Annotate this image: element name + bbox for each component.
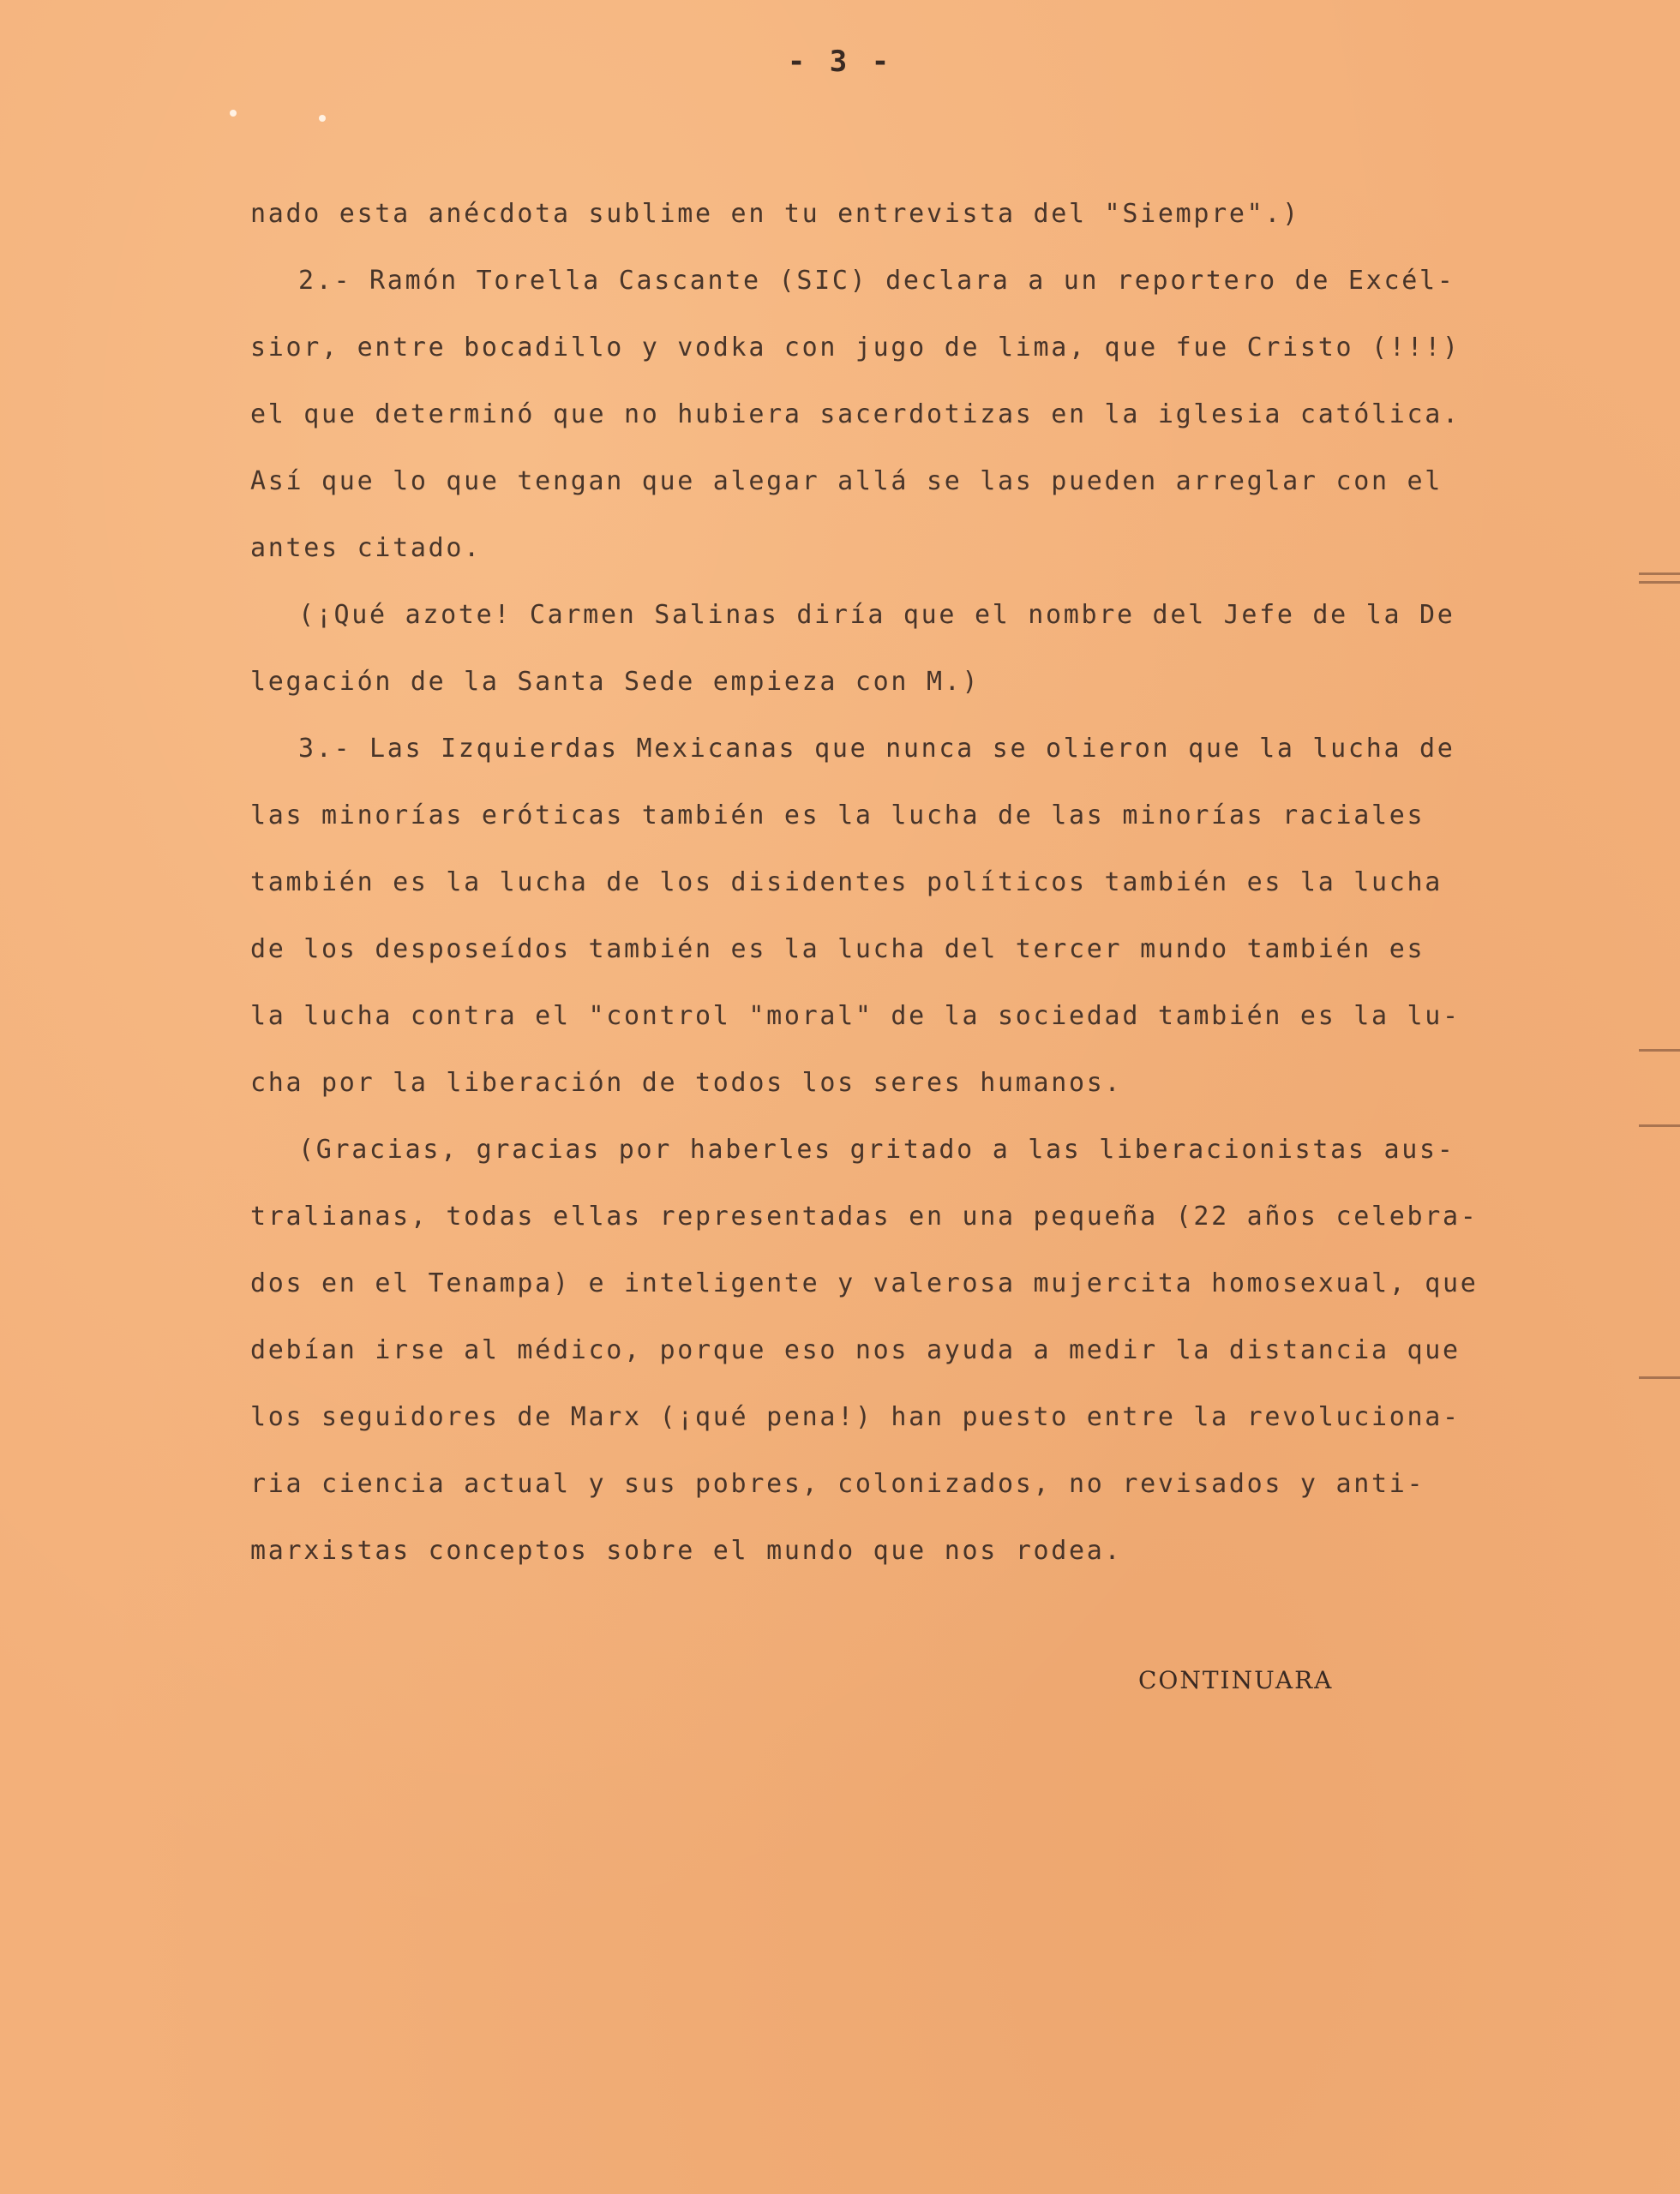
text-line: marxistas conceptos sobre el mundo que nos rodea. bbox=[250, 1536, 1123, 1566]
text-line: (¡Qué azote! Carmen Salinas diría que el nombre del Jefe de la De bbox=[298, 600, 1455, 630]
text-line: el que determinó que no hubiera sacerdotizas en la iglesia católica. bbox=[250, 399, 1461, 429]
text-line: 2.- Ramón Torella Cascante (SIC) declara a un reportero de Excél- bbox=[298, 266, 1455, 296]
text-line: dos en el Tenampa) e inteligente y valerosa mujercita homosexual, que bbox=[250, 1268, 1479, 1298]
text-line: también es la lucha de los disidentes políticos también es la lucha bbox=[250, 867, 1443, 897]
text-line: la lucha contra el "control "moral" de la sociedad también es la lu- bbox=[250, 1001, 1461, 1031]
text-line: (Gracias, gracias por haberles gritado a las liberacionistas aus- bbox=[298, 1135, 1455, 1165]
text-line: los seguidores de Marx (¡qué pena!) han puesto entre la revoluciona- bbox=[250, 1402, 1461, 1432]
paper-speck bbox=[319, 115, 326, 122]
text-line: legación de la Santa Sede empieza con M.) bbox=[250, 667, 981, 697]
text-line: cha por la liberación de todos los seres humanos. bbox=[250, 1068, 1123, 1098]
page-number: - 3 - bbox=[787, 45, 893, 79]
text-line: sior, entre bocadillo y vodka con jugo de lima, que fue Cristo (!!!) bbox=[250, 333, 1461, 363]
margin-mark bbox=[1639, 581, 1680, 584]
text-line: ria ciencia actual y sus pobres, colonizados, no revisados y anti- bbox=[250, 1469, 1425, 1499]
text-line: antes citado. bbox=[250, 533, 482, 563]
margin-mark bbox=[1639, 1124, 1680, 1127]
text-line: 3.- Las Izquierdas Mexicanas que nunca se olieron que la lucha de bbox=[298, 734, 1455, 764]
margin-mark bbox=[1639, 572, 1680, 575]
paper-speck bbox=[230, 110, 237, 117]
text-line: las minorías eróticas también es la lucha de las minorías raciales bbox=[250, 800, 1425, 830]
text-line: Así que lo que tengan que alegar allá se las pueden arreglar con el bbox=[250, 466, 1443, 496]
margin-mark bbox=[1639, 1049, 1680, 1052]
text-line: tralianas, todas ellas representadas en una pequeña (22 años celebra- bbox=[250, 1202, 1479, 1232]
text-line: debían irse al médico, porque eso nos ayuda a medir la distancia que bbox=[250, 1335, 1461, 1365]
margin-mark bbox=[1639, 1376, 1680, 1379]
text-line: nado esta anécdota sublime en tu entrevista del "Siempre".) bbox=[250, 199, 1300, 229]
text-line: de los desposeídos también es la lucha del tercer mundo también es bbox=[250, 934, 1425, 964]
continues-note: CONTINUARA bbox=[1138, 1666, 1334, 1694]
